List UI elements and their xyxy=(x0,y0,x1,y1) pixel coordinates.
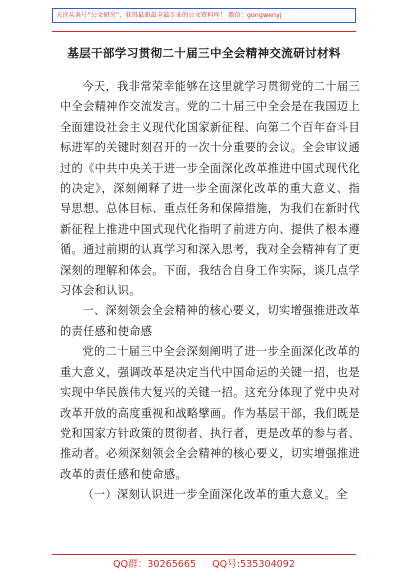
section-heading: 一、深刻领会全会精神的核心要义，切实增强推进改革的责任感和使命感 xyxy=(60,304,360,338)
subsection-heading: （一）深刻认识进一步全面深化改革的重大意义。全 xyxy=(82,488,348,502)
header-divider xyxy=(52,31,356,32)
footer-divider xyxy=(52,554,356,555)
page-footer xyxy=(0,558,408,571)
body-paragraph: 今天，我非常荣幸能够在这里就学习贯彻党的二十届三中全会精神作交流发言。党的二十届三中全会是在我国迈上全面建设社会主义现代化国家新征程、向第二个百年奋斗目标进军的关键时刻召开的一次十分重要的会议。全会审议通过的《中共中央关于进一步全面深化改革推进中国式现代化的决定》，深刻阐释了进一步全面深化改革的重大意义、指导思想、总体目标、重点任务和保障措施，为我们在新时代新征程上推进中国式现代化指明了前进方向、提供了根本遵循。通过前期的认真学习和深入思考，我对全会精神有了更深刻的理解和体会。下面，我结合自身工作实际，谈几点学习体会和认识。 xyxy=(60,80,360,298)
header-notice: 关注头条号“公文研究”，获得最新最全最专业的公文资料库！ 微信：gongwenyj xyxy=(56,12,282,19)
body-paragraph: 党的二十届三中全会深刻阐明了进一步全面深化改革的重大意义，强调改革是决定当代中国命运的关键一招，也是实现中华民族伟大复兴的关键一招。这充分体现了党中央对改革开放的高度重视和战略擘画。作为基层干部，我们既是党和国家方针政策的贯彻者、执行者，更是改革的参与者、推动者。必须深刻领会全会精神的核心要义，切实增强推进改革的责任感和使命感。 xyxy=(60,345,360,481)
document-body xyxy=(60,77,360,506)
footer-qq-group: QQ群：30265665 xyxy=(113,559,197,570)
page-header xyxy=(0,0,408,38)
document-title: 基层干部学习贯彻二十届三中全会精神交流研讨材料 xyxy=(67,46,341,60)
footer-qq-number: QQ号:535304092 xyxy=(212,559,295,570)
